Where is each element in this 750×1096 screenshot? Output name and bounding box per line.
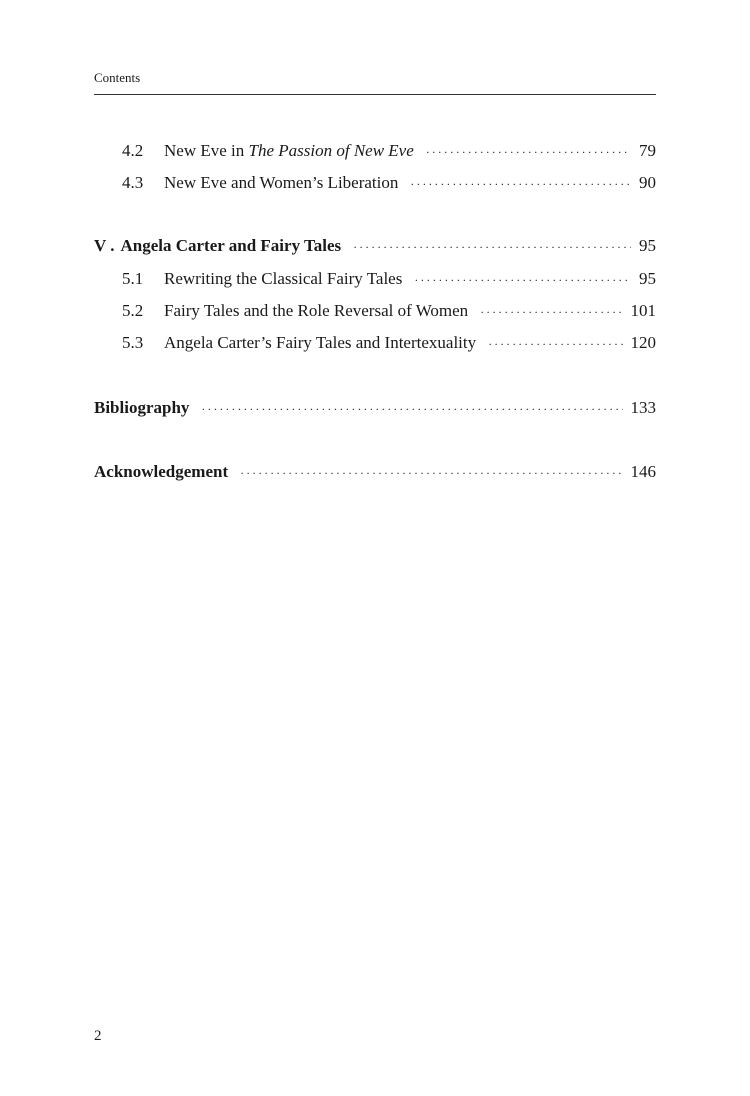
- dot-leader: [353, 234, 631, 260]
- toc-entry-title: [164, 138, 414, 164]
- toc-entry-number: 4.3: [122, 173, 144, 192]
- dot-leader: [480, 299, 622, 325]
- dot-leader: [426, 139, 631, 165]
- toc-entry-title: New Eve and Women’s Liberation: [164, 173, 399, 192]
- toc-entry-4-2[interactable]: [94, 138, 656, 164]
- toc-entry-title: Fairy Tales and the Role Reversal of Women: [164, 301, 469, 320]
- toc-acknowledgement-title: Acknowledgement: [94, 462, 229, 481]
- toc-chapter-number: V .: [94, 236, 115, 255]
- page-number: 2: [94, 1028, 102, 1044]
- dot-leader: [240, 460, 622, 486]
- toc-entry-5-2[interactable]: [94, 298, 656, 324]
- dot-leader: [410, 171, 631, 197]
- toc-entry-page: 101: [630, 301, 656, 320]
- toc-entry-title: Angela Carter’s Fairy Tales and Intertexuality: [164, 333, 477, 352]
- toc-entry-number: 4.2: [122, 141, 144, 160]
- running-head: Contents: [94, 70, 141, 85]
- toc-entry-title-prefix: New Eve in: [164, 141, 249, 160]
- toc-entry-number: 5.3: [122, 333, 144, 352]
- header-rule: [94, 94, 656, 95]
- toc-bibliography-title: Bibliography: [94, 398, 190, 417]
- dot-leader: [488, 331, 622, 357]
- dot-leader: [201, 396, 622, 422]
- toc-entry-5-1[interactable]: [94, 266, 656, 292]
- toc-chapter-5[interactable]: [94, 233, 656, 259]
- toc-entry-title-italic: The Passion of New Eve: [248, 141, 414, 160]
- toc-entry-4-3[interactable]: [94, 170, 656, 196]
- toc-entry-5-3[interactable]: [94, 330, 656, 356]
- toc-entry-number: 5.2: [122, 301, 144, 320]
- toc-acknowledgement-page: 146: [630, 462, 656, 481]
- toc-entry-title: Rewriting the Classical Fairy Tales: [164, 269, 403, 288]
- toc-chapter-page: 95: [639, 236, 656, 255]
- toc-entry-number: 5.1: [122, 269, 144, 288]
- toc-acknowledgement[interactable]: [94, 459, 656, 485]
- toc-bibliography[interactable]: [94, 395, 656, 421]
- toc-entry-page: 120: [630, 333, 656, 352]
- toc-entry-page: 95: [639, 269, 656, 288]
- toc-chapter-title: Angela Carter and Fairy Tales: [120, 236, 342, 255]
- toc-entry-page: 90: [639, 173, 656, 192]
- toc-bibliography-page: 133: [630, 398, 656, 417]
- toc-entry-page: 79: [639, 141, 656, 160]
- dot-leader: [414, 267, 631, 293]
